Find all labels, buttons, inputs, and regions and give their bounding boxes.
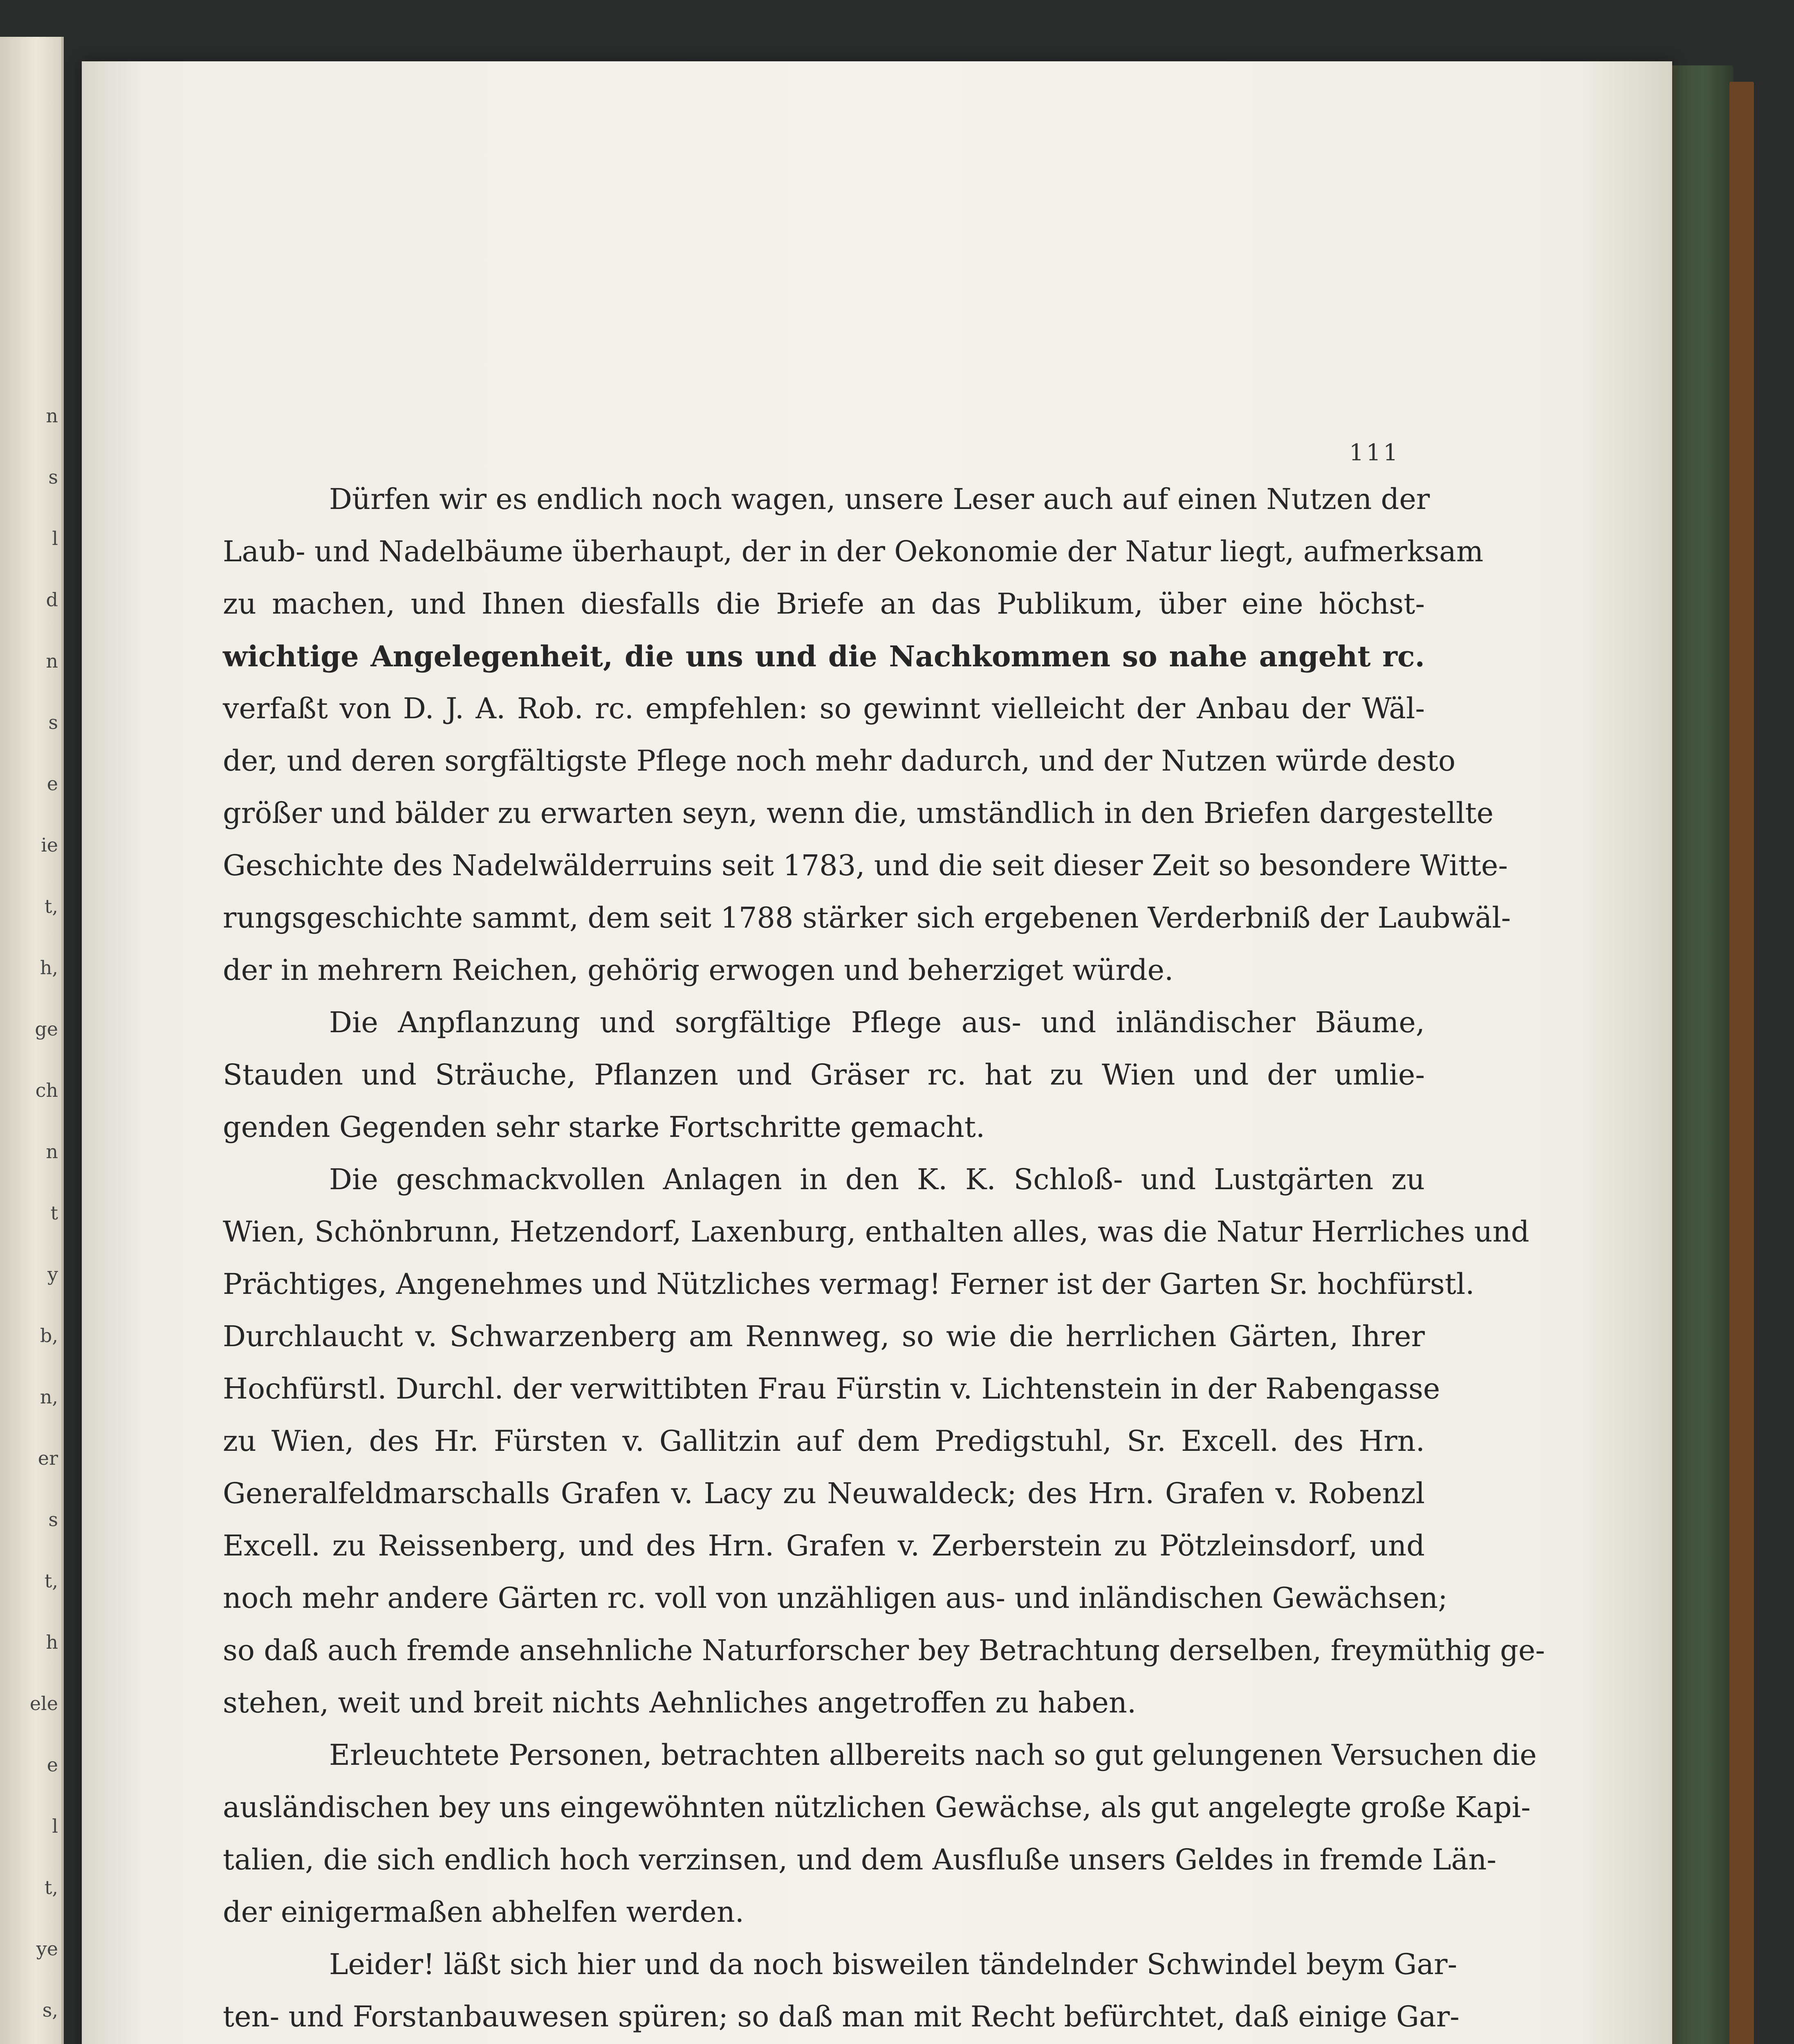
previous-page-fragment: t, xyxy=(44,1876,58,1898)
text-line: wichtige Angelegenheit, die uns und die Nachkommen so nahe angeht rc. xyxy=(223,639,1425,673)
text-line: ten- und Forstanbauwesen spüren; so daß man mit Recht befürchtet, daß einige Gar- xyxy=(223,2000,1460,2033)
text-line: zu machen, und Ihnen diesfalls die Briefe an das Publikum, über eine höchst- xyxy=(223,587,1425,621)
previous-page-fragment: ie xyxy=(41,834,58,856)
previous-page-fragment: er xyxy=(38,1447,58,1469)
previous-page-fragment: y xyxy=(47,1263,58,1285)
previous-page-fragment: ele xyxy=(29,1692,58,1715)
previous-page-fragment: ch xyxy=(35,1079,58,1101)
previous-page-fragment: n xyxy=(46,1141,58,1163)
previous-page-fragment: n xyxy=(46,405,58,427)
text-line: der in mehrern Reichen, gehörig erwogen und beherziget würde. xyxy=(223,953,1174,987)
text-line: Erleuchtete Personen, betrachten allbereits nach so gut gelungenen Versuchen die xyxy=(329,1738,1537,1772)
text-line: verfaßt von D. J. A. Rob. rc. empfehlen: so gewinnt vielleicht der Anbau der Wäl- xyxy=(223,692,1425,725)
previous-page-fragment: t, xyxy=(44,895,58,917)
previous-page-fragment: s xyxy=(48,466,58,488)
text-line: Prächtiges, Angenehmes und Nützliches vermag! Ferner ist der Garten Sr. hochfürstl. xyxy=(223,1267,1475,1301)
previous-page-fragment: s xyxy=(48,1508,58,1531)
previous-page-fragment: l xyxy=(52,527,58,549)
text-line: stehen, weit und breit nichts Aehnliches angetroffen zu haben. xyxy=(223,1686,1137,1719)
text-line: genden Gegenden sehr starke Fortschritte gemacht. xyxy=(223,1110,985,1144)
text-line: Die geschmackvollen Anlagen in den K. K. Schloß- und Lustgärten zu xyxy=(329,1163,1425,1196)
text-line: Laub- und Nadelbäume überhaupt, der in der Oekonomie der Natur liegt, aufmerksam xyxy=(223,535,1484,568)
text-line: der, und deren sorgfältigste Pflege noch mehr dadurch, und der Nutzen würde desto xyxy=(223,744,1456,778)
text-line: so daß auch fremde ansehnliche Naturforscher bey Betrachtung derselben, freymüthig ge- xyxy=(223,1634,1545,1667)
previous-page-fragment: s, xyxy=(42,1999,58,2021)
previous-page-fragment: l xyxy=(52,1815,58,1837)
text-line: Dürfen wir es endlich noch wagen, unsere Leser auch auf einen Nutzen der xyxy=(329,482,1430,516)
previous-page-fragment: s xyxy=(48,711,58,733)
text-line: Die Anpflanzung und sorgfältige Pflege aus- und inländischer Bäume, xyxy=(329,1006,1425,1039)
text-line: Excell. zu Reissenberg, und des Hrn. Grafen v. Zerberstein zu Pötzleinsdorf, und xyxy=(223,1529,1425,1562)
text-line: Wien, Schönbrunn, Hetzendorf, Laxenburg, enthalten alles, was die Natur Herrliches und xyxy=(223,1215,1529,1248)
previous-page-edge xyxy=(0,37,64,2044)
page-number: 111 xyxy=(1349,439,1400,466)
previous-page-fragment: e xyxy=(47,773,58,795)
book-cover-edge xyxy=(1729,82,1754,2044)
text-line: rungsgeschichte sammt, dem seit 1788 stärker sich ergebenen Verderbniß der Laubwäl- xyxy=(223,901,1511,935)
text-line: Hochfürstl. Durchl. der verwittibten Frau Fürstin v. Lichtenstein in der Rabengasse xyxy=(223,1372,1440,1405)
previous-page-fragment: n, xyxy=(40,1386,58,1408)
text-line: der einigermaßen abhelfen werden. xyxy=(223,1895,745,1929)
text-line: Generalfeldmarschalls Grafen v. Lacy zu Neuwaldeck; des Hrn. Grafen v. Robenzl xyxy=(223,1477,1425,1510)
text-line: zu Wien, des Hr. Fürsten v. Gallitzin auf dem Predigstuhl, Sr. Excell. des Hrn. xyxy=(223,1424,1425,1458)
previous-page-fragment: b, xyxy=(40,1325,58,1347)
previous-page-fragment: ye xyxy=(36,1938,58,1960)
book-page xyxy=(82,61,1672,2044)
text-line: Stauden und Sträuche, Pflanzen und Gräser rc. hat zu Wien und der umlie- xyxy=(223,1058,1425,1091)
text-line: größer und bälder zu erwarten seyn, wenn die, umständlich in den Briefen dargestellte xyxy=(223,796,1494,830)
previous-page-fragment: t, xyxy=(44,1570,58,1592)
text-line: Geschichte des Nadelwälderruins seit 1783, und die seit dieser Zeit so besondere Witte- xyxy=(223,849,1508,882)
previous-page-fragment: d xyxy=(46,589,58,611)
text-line: noch mehr andere Gärten rc. voll von unzähligen aus- und inländischen Gewächsen; xyxy=(223,1581,1448,1615)
text-line: Durchlaucht v. Schwarzenberg am Rennweg, so wie die herrlichen Gärten, Ihrer xyxy=(223,1320,1425,1353)
previous-page-fragment: ge xyxy=(35,1018,58,1040)
previous-page-fragment: h, xyxy=(40,957,58,979)
text-line: ausländischen bey uns eingewöhnten nützlichen Gewächse, als gut angelegte große Kapi- xyxy=(223,1791,1531,1824)
previous-page-fragment: n xyxy=(46,650,58,672)
text-line: talien, die sich endlich hoch verzinsen, und dem Ausfluße unsers Geldes in fremde Län- xyxy=(223,1843,1496,1876)
previous-page-fragment: e xyxy=(47,1754,58,1776)
previous-page-fragment: t xyxy=(50,1202,58,1224)
previous-page-fragment: h xyxy=(46,1631,58,1653)
text-line: Leider! läßt sich hier und da noch bisweilen tändelnder Schwindel beym Gar- xyxy=(329,1948,1458,1981)
